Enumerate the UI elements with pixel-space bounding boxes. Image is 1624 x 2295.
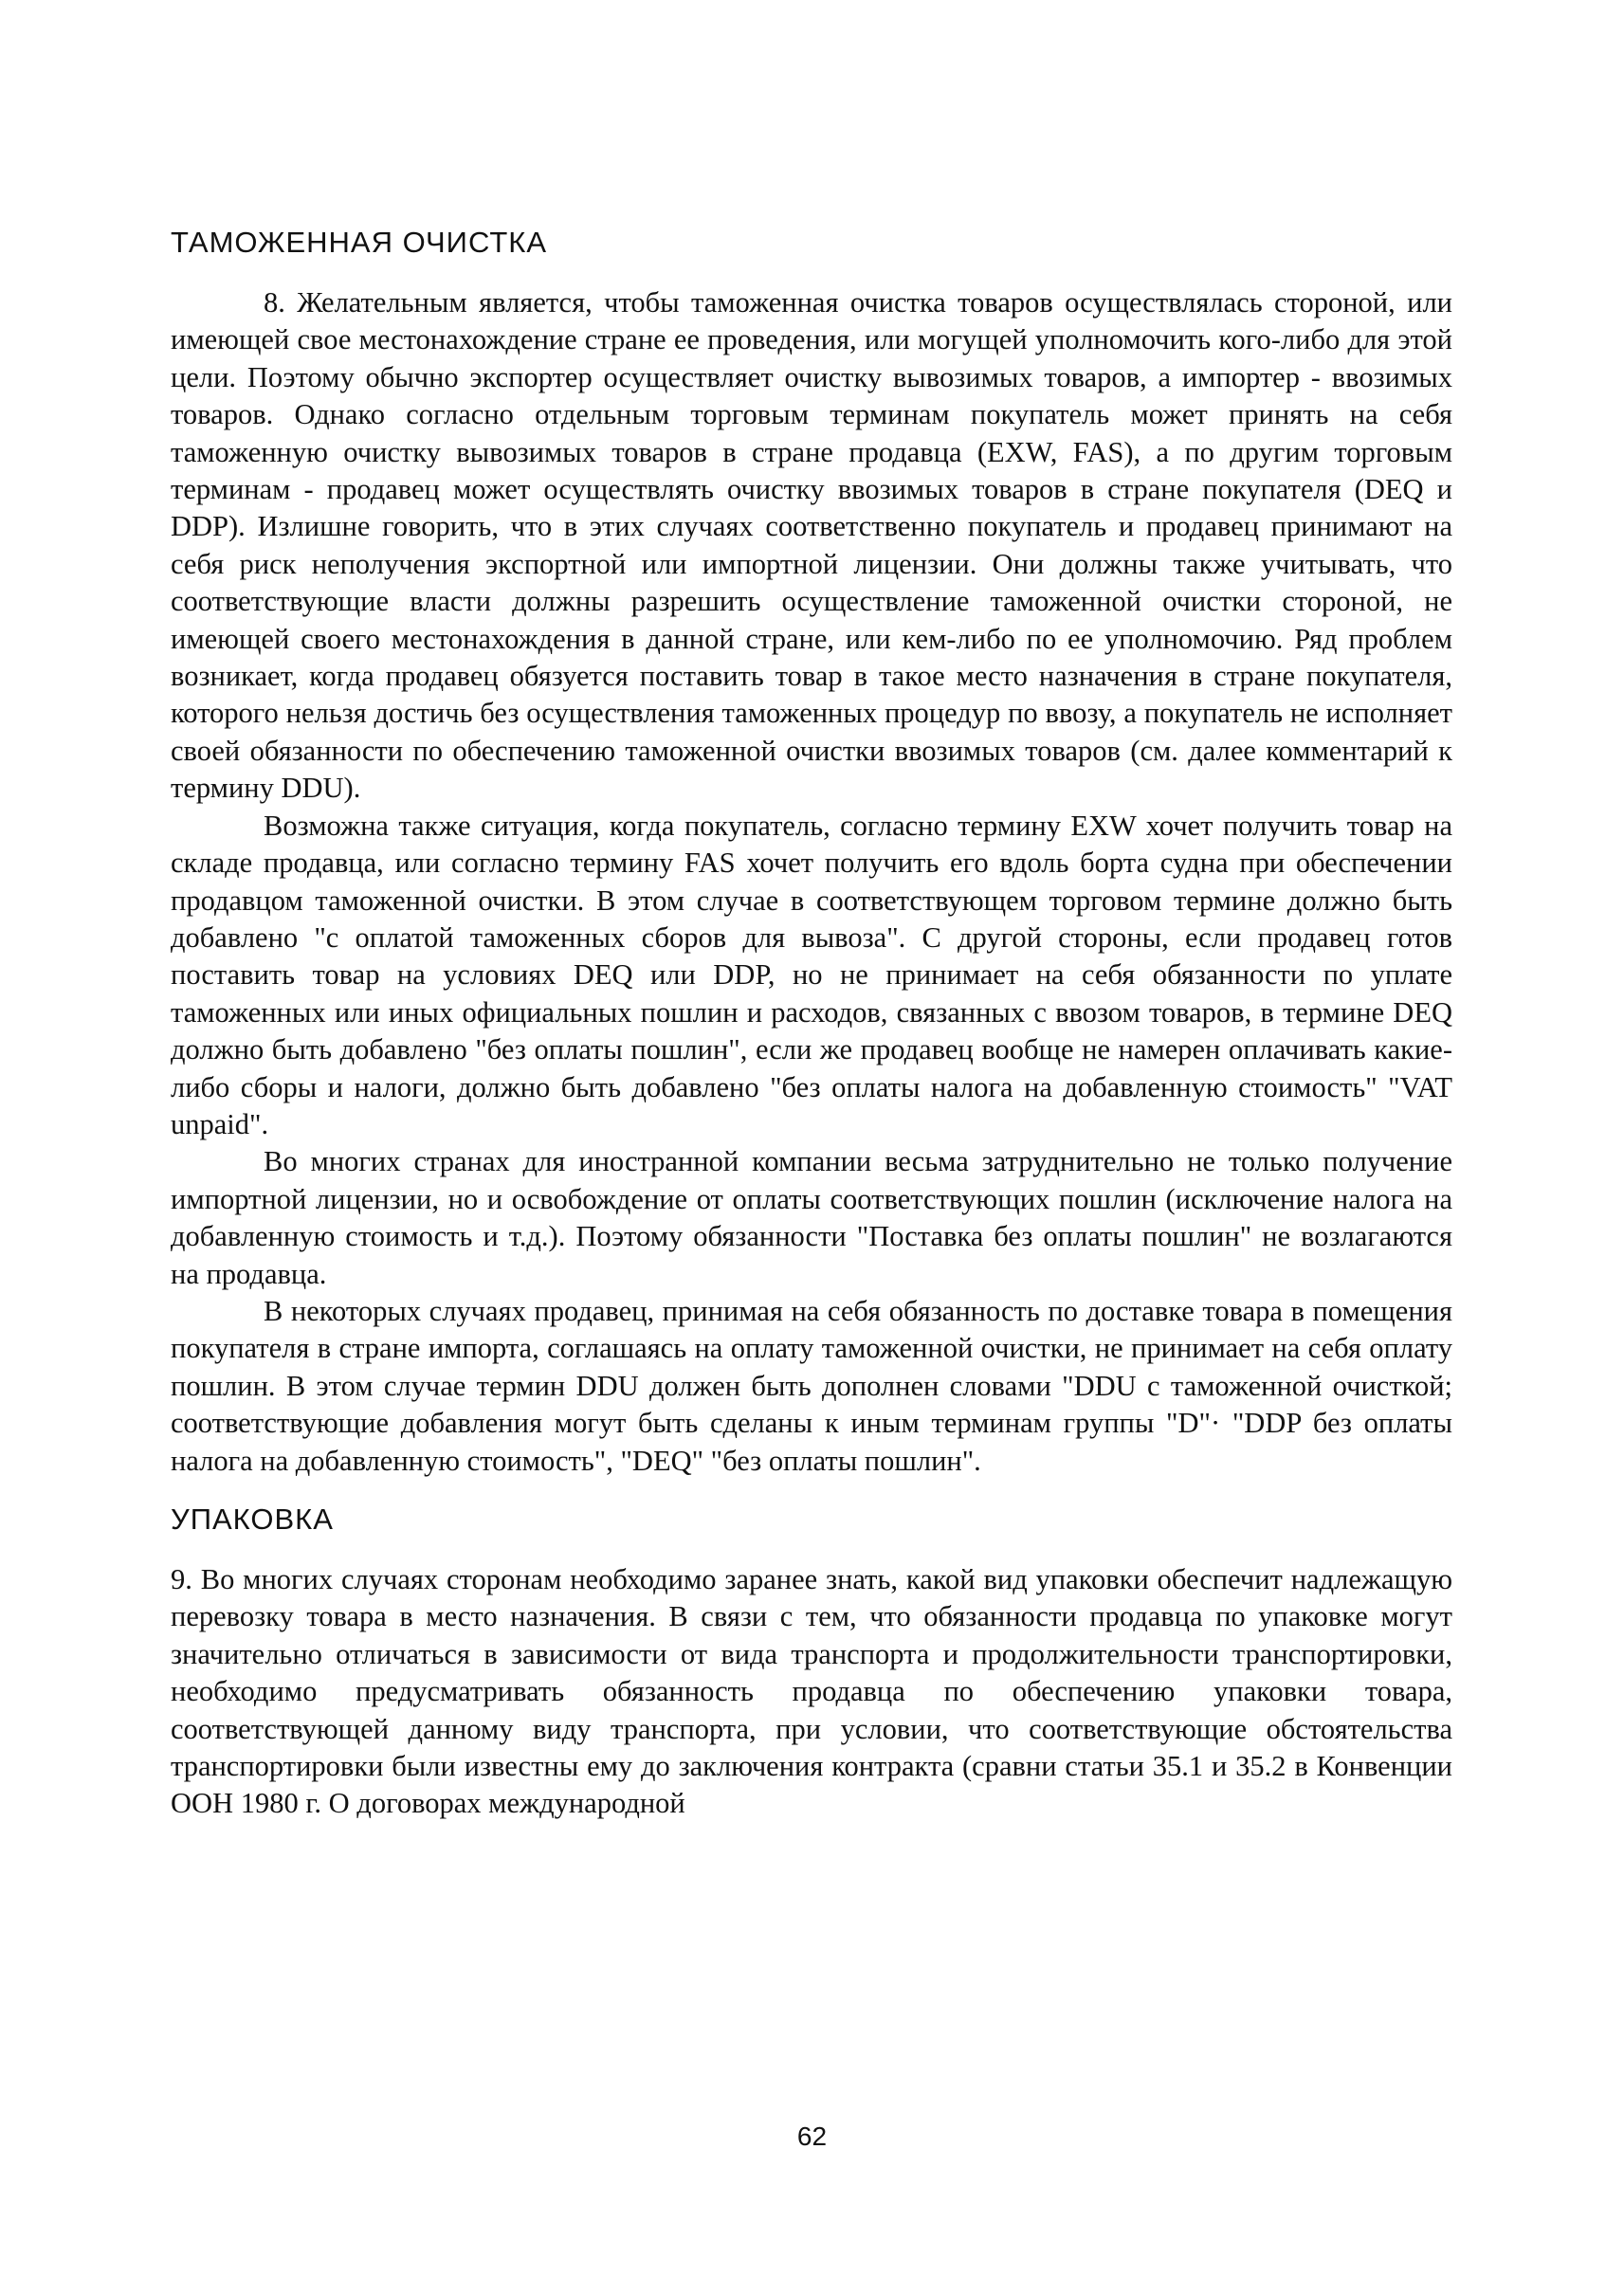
paragraph: Во многих странах для иностранной компании весьма затруднительно не только получение импортной лицензии, но и освобождение от оплаты соответствующих пошлин (исключение налога на добавленную стоимость и т.д.). Поэтому обязанности "Поставка без оплаты пошлин" не возлагаются на продавца. [171, 1145, 1452, 1290]
section-heading-packaging: УПАКОВКА [171, 1503, 334, 1536]
section-heading-customs-clearance: ТАМОЖЕННАЯ ОЧИСТКА [171, 226, 547, 259]
page-content [171, 226, 1452, 1823]
paragraph: Возможна также ситуация, когда покупатель, согласно термину EXW хочет получить товар на складе продавца, или согласно термину FAS хочет получить его вдоль борта судна при обеспечении продавцом таможенной очистки. В этом случае в соответствующем торговом термине должно быть добавлено "с оплатой таможенных сборов для вывоза". С другой стороны, если продавец готов поставить товар на условиях DEQ или DDP, но не принимает на себя обязанности по уплате таможенных или иных официальных пошлин и расходов, связанных с ввозом товаров, в термине DEQ должно быть добавлено "без оплаты пошлин", если же продавец вообще не намерен оплачивать какие-либо сборы и налоги, должно быть добавлено "без оплаты налога на добавленную стоимость" "VAT unpaid". [171, 809, 1452, 1140]
page-number: 62 [796, 2122, 828, 2151]
paragraph: 9. Во многих случаях сторонам необходимо заранее знать, какой вид упаковки обеспечит надлежащую перевозку товара в место назначения. В связи с тем, что обязанности продавца по упаковке могут значительно отличаться в зависимости от вида транспорта и продолжительности транспортировки, необходимо предусматривать обязанность продавца по обеспечению упаковки товара, соответствующей данному виду транспорта, при условии, что соответствующие обстоятельства транспортировки были известны ему до заключения контракта (сравни статьи 35.1 и 35.2 в Конвенции ООН 1980 г. О договорах международной [171, 1563, 1452, 1820]
paragraph: В некоторых случаях продавец, принимая на себя обязанность по доставке товара в помещения покупателя в стране импорта, соглашаясь на оплату таможенной очистки, не принимает на себя оплату пошлин. В этом случае термин DDU должен быть дополнен словами "DDU с таможенной очисткой; соответствующие добавления могут быть сделаны к иным терминам группы "D"· "DDP без оплаты налога на добавленную стоимость", "DEQ" "без оплаты пошлин". [171, 1294, 1452, 1477]
paragraph: 8. Желательным является, чтобы таможенная очистка товаров осуществлялась стороной, или имеющей свое местонахождение стране ее проведения, или могущей уполномочить кого-либо для этой цели. Поэтому обычно экспортер осуществляет очистку вывозимых товаров, а импортер - ввозимых товаров. Однако согласно отдельным торговым терминам покупатель может принять на себя таможенную очистку вывозимых товаров в стране продавца (EXW, FAS), а по другим торговым терминам - продавец может осуществлять очистку ввозимых товаров в стране покупателя (DEQ и DDP). Излишне говорить, что в этих случаях соответственно покупатель и продавец принимают на себя риск неполучения экспортной или импортной лицензии. Они должны также учитывать, что соответствующие власти должны разрешить осуществление таможенной очистки стороной, не имеющей своего местонахождения в данной стране, или кем-либо по ее уполномочию. Ряд проблем возникает, когда продавец обязуется поставить товар в такое место назначения в стране покупателя, которого нельзя достичь без осуществления таможенных процедур по ввозу, а покупатель не исполняет своей обязанности по обеспечению таможенной очистки ввозимых товаров (см. далее комментарий к термину DDU). [171, 286, 1452, 805]
